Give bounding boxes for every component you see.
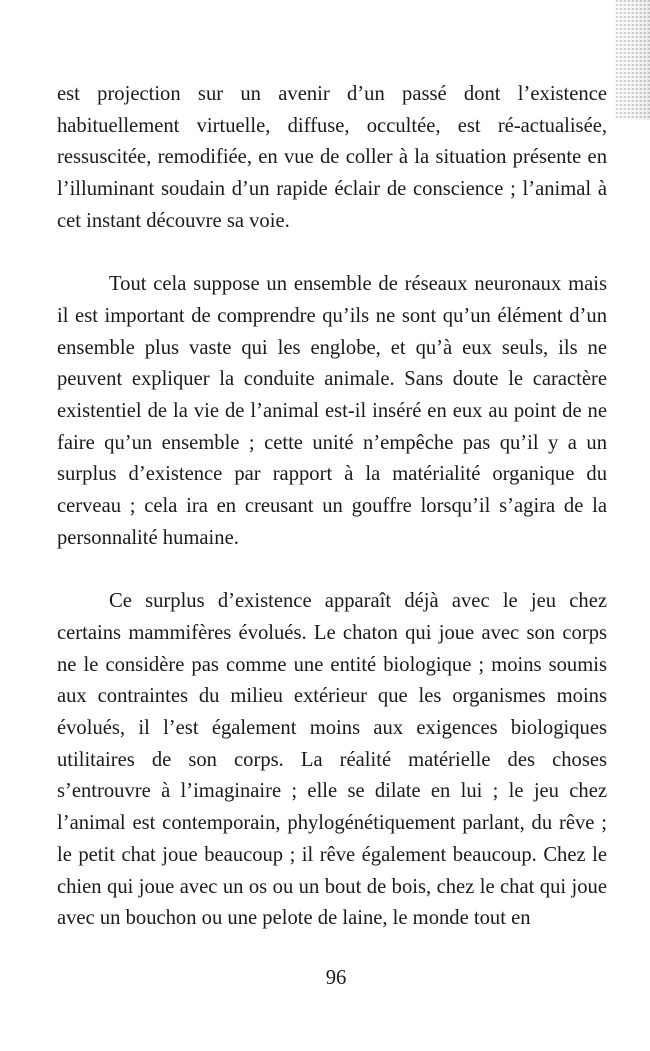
paragraph-continuation: est projection sur un avenir d’un passé dont l’existence habituellement virtuelle, diffuse, occultée, est ré-actualisée, ressuscitée, remodifiée, en vue de coller à la situation présente en l’illuminant soudain d’un rapide éclair de conscience ; l’animal à cet instant découvre sa voie. (57, 83, 607, 232)
scan-edge-shadow (614, 0, 650, 120)
page-number: 96 (325, 967, 347, 989)
paragraph: Ce surplus d’existence apparaît déjà avec le jeu chez certains mammifères évolués. Le chaton qui joue avec son corps ne le considère pas comme une entité biologique ; moins soumis aux contraintes du milieu extérieur que les organismes moins évolués, il l’est également moins aux exigences biologiques utilitaires de son corps. La réalité matérielle des choses s’entrouvre à l’imaginaire ; elle se dilate en lui ; le jeu chez l’animal est contemporain, phylogénétiquement parlant, du rêve ; le petit chat joue beaucoup ; il rêve également beaucoup. Chez le chien qui joue avec un os ou un bout de bois, chez le chat qui joue avec un bouchon ou une pelote de laine, le monde tout en (57, 590, 607, 930)
paragraph: Tout cela suppose un ensemble de réseaux neuronaux mais il est important de comprendre qu’ils ne sont qu’un élément d’un ensemble plus vaste qui les englobe, et qu’à eux seuls, ils ne peuvent expliquer la conduite animale. Sans doute le caractère existentiel de la vie de l’animal est-il inséré en eux au point de ne faire qu’un ensemble ; cette unité n’empêche pas qu’il y a un surplus d’existence par rapport à la matérialité organique du cerveau ; cela ira en creusant un gouffre lorsqu’il s’agira de la personnalité humaine. (57, 273, 607, 549)
body-text (57, 79, 607, 935)
